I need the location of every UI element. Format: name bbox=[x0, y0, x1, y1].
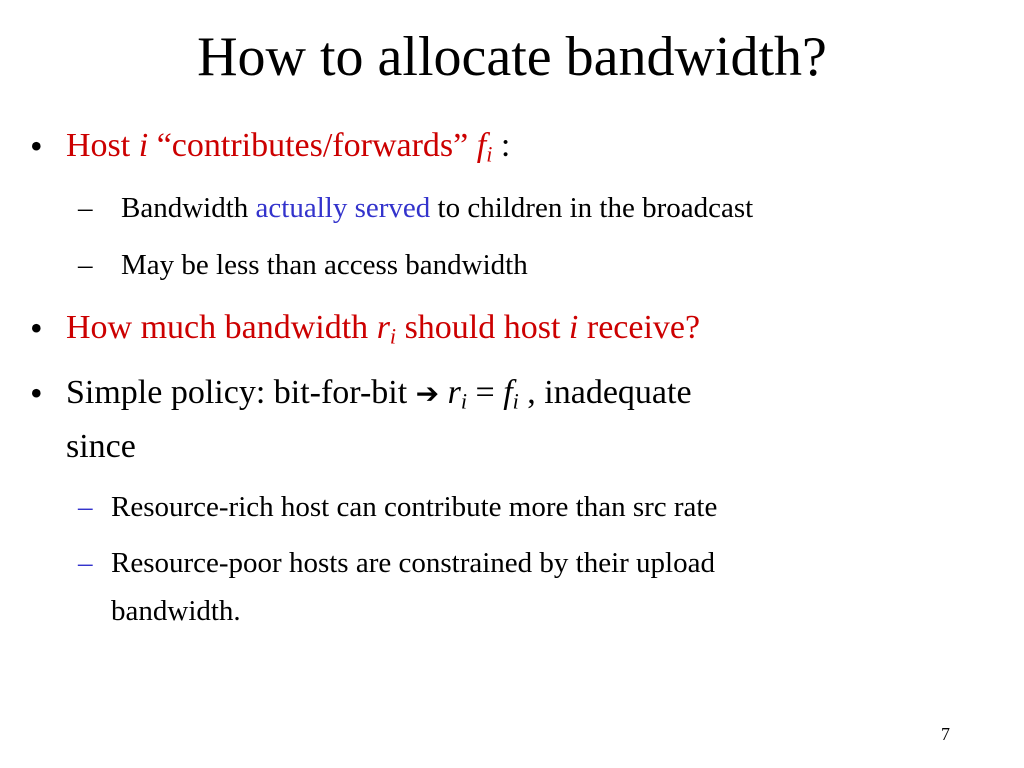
text-segment: Simple policy: bit-for-bit bbox=[66, 374, 416, 411]
subscript-i: i bbox=[460, 388, 468, 414]
highlight-text: actually served bbox=[255, 192, 431, 224]
text-segment: “contributes/forwards” bbox=[148, 127, 477, 164]
slide-title: How to allocate bandwidth? bbox=[197, 26, 827, 88]
sub-bullet-marker: – bbox=[78, 192, 93, 224]
sub-bullet-less-than-access: May be less than access bandwidth bbox=[121, 249, 528, 281]
bullet-simple-policy bbox=[66, 371, 692, 416]
text-segment: to children in the broadcast bbox=[430, 192, 754, 224]
subscript-i: i bbox=[389, 323, 397, 349]
bullet-host-contributes bbox=[66, 124, 510, 168]
variable-r: r bbox=[376, 309, 390, 346]
sub-bullet-marker: – bbox=[78, 249, 93, 281]
subscript-i: i bbox=[486, 141, 493, 167]
sub-bullet-resource-rich: Resource-rich host can contribute more than src rate bbox=[111, 491, 718, 523]
variable-i: i bbox=[568, 309, 579, 346]
bullet-marker: • bbox=[30, 308, 43, 348]
sub-bullet-resource-poor-continuation: bandwidth. bbox=[111, 595, 241, 627]
variable-i: i bbox=[138, 127, 149, 164]
text-segment: , inadequate bbox=[518, 374, 692, 411]
variable-f: f bbox=[476, 127, 487, 164]
text-segment: : bbox=[492, 127, 511, 164]
text-segment: receive? bbox=[578, 309, 701, 346]
bullet-marker: • bbox=[30, 373, 43, 413]
variable-f: f bbox=[503, 374, 513, 411]
bullet-how-much-bandwidth bbox=[66, 306, 700, 350]
sub-bullet-resource-poor: Resource-poor hosts are constrained by their upload bbox=[111, 547, 715, 579]
bullet-simple-policy-continuation: since bbox=[66, 428, 136, 465]
sub-bullet-actually-served bbox=[121, 189, 753, 227]
bullet-marker: • bbox=[30, 126, 43, 166]
sub-bullet-marker: – bbox=[78, 547, 93, 579]
page-number: 7 bbox=[941, 724, 950, 744]
equals-sign: = bbox=[467, 374, 504, 411]
text-segment: Bandwidth bbox=[121, 192, 256, 224]
right-arrow-icon: ➔ bbox=[415, 377, 440, 410]
text-segment: should host bbox=[396, 309, 569, 346]
text-segment: Host bbox=[66, 127, 139, 164]
sub-bullet-marker: – bbox=[78, 491, 93, 523]
subscript-i: i bbox=[512, 388, 519, 414]
variable-r: r bbox=[447, 374, 461, 411]
text-segment: How much bandwidth bbox=[66, 309, 377, 346]
